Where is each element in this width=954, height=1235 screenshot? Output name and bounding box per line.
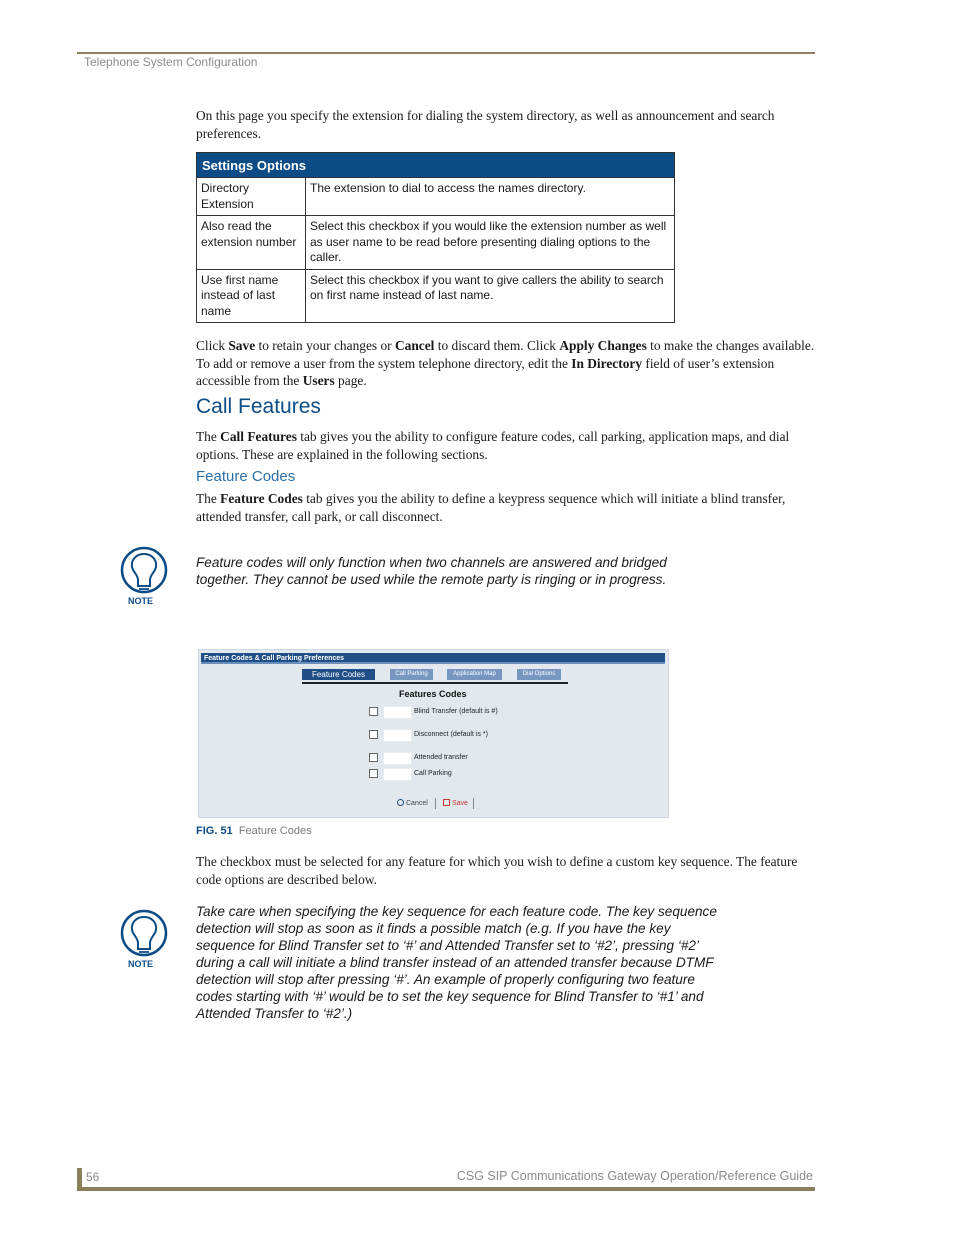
text: Click bbox=[196, 338, 229, 353]
checkbox-paragraph: The checkbox must be selected for any feature for which you wish to define a custom key sequence. The feature code options are described below. bbox=[196, 854, 798, 887]
cancel-button[interactable] bbox=[397, 798, 428, 809]
button-divider bbox=[435, 798, 436, 809]
figure-caption-text: Feature Codes bbox=[238, 825, 312, 837]
header-rule bbox=[77, 52, 815, 54]
note-text: Take care when specifying the key sequence for each feature code. The key sequence detection will stop as soon as it finds a possible match (e.g. If you have the key sequence for Blind Transfer set to ‘#’ and Attended Transfer set to ‘#2’, pressing ‘#2’ during a call will initiate a blind transfer instead of an attended transfer because DTMF detection will stop after pressing ‘#’. An example of properly configuring two feature codes starting with ‘#’ would be to set the key sequence for Blind Transfer to ‘#1’ and Attended Transfer to ‘#2’.) bbox=[196, 904, 717, 1021]
setting-description: Select this checkbox if you want to give callers the ability to search on first name instead of last name. bbox=[306, 269, 675, 323]
tab-feature-codes[interactable]: Feature Codes bbox=[302, 669, 375, 680]
call-parking-label: Call Parking bbox=[414, 770, 452, 777]
users-term: Users bbox=[302, 373, 335, 388]
call-parking-checkbox[interactable] bbox=[369, 769, 378, 778]
cancel-term: Cancel bbox=[394, 338, 435, 353]
tab-call-parking[interactable]: Call Parking bbox=[390, 669, 433, 680]
blind-transfer-label: Blind Transfer (default is #) bbox=[414, 708, 498, 715]
save-instructions-paragraph bbox=[196, 337, 816, 390]
intro-paragraph: On this page you specify the extension for dialing the system directory, as well as announcement and search preferences. bbox=[196, 108, 775, 141]
cancel-label: Cancel bbox=[406, 800, 428, 807]
setting-description: Select this checkbox if you would like the extension number as well as user name to be read before presenting dialing options to the caller. bbox=[306, 216, 675, 270]
blind-transfer-checkbox[interactable] bbox=[369, 707, 378, 716]
cancel-icon bbox=[397, 799, 404, 806]
attended-transfer-label: Attended transfer bbox=[414, 754, 468, 761]
text: to make the changes available. To add or remove a user from the system telephone directory, edit the bbox=[196, 338, 815, 371]
setting-name: Also read the extension number bbox=[197, 216, 306, 270]
text: to discard them. Click bbox=[434, 338, 560, 353]
features-codes-heading: Features Codes bbox=[399, 689, 467, 699]
attended-transfer-input[interactable] bbox=[383, 752, 412, 765]
feature-codes-screenshot bbox=[198, 649, 669, 818]
tab-dial-options[interactable]: Dial Options bbox=[517, 669, 561, 680]
note-label: NOTE bbox=[128, 959, 154, 969]
table-row bbox=[197, 216, 675, 270]
setting-name: Use first name instead of last name bbox=[197, 269, 306, 323]
in-directory-term: In Directory bbox=[571, 355, 643, 371]
disconnect-input[interactable] bbox=[383, 729, 412, 742]
feature-codes-paragraph bbox=[196, 490, 816, 525]
save-button[interactable] bbox=[443, 798, 468, 809]
text: The bbox=[196, 429, 221, 444]
save-label: Save bbox=[452, 800, 468, 807]
setting-description: The extension to dial to access the names directory. bbox=[306, 178, 675, 216]
disconnect-checkbox[interactable] bbox=[369, 730, 378, 739]
call-features-term: Call Features bbox=[220, 429, 297, 444]
note-text: Feature codes will only function when two channels are answered and bridged together. They cannot be used while the remote party is ringing or in progress. bbox=[196, 555, 667, 587]
figure-number: FIG. 51 bbox=[196, 825, 233, 837]
save-icon bbox=[443, 799, 450, 806]
text: field of user’s extension accessible from the bbox=[196, 355, 775, 388]
running-header: Telephone System Configuration bbox=[84, 55, 258, 69]
call-features-paragraph bbox=[196, 428, 816, 463]
text: The bbox=[196, 491, 221, 506]
disconnect-label: Disconnect (default is *) bbox=[414, 731, 488, 738]
document-title: CSG SIP Communications Gateway Operation/Reference Guide bbox=[456, 1169, 813, 1183]
save-term: Save bbox=[228, 338, 256, 353]
attended-transfer-checkbox[interactable] bbox=[369, 753, 378, 762]
footer-rule bbox=[77, 1187, 815, 1191]
figure-caption bbox=[196, 825, 312, 837]
text: to retain your changes or bbox=[255, 338, 395, 353]
call-parking-input[interactable] bbox=[383, 768, 412, 781]
window-title: Feature Codes & Call Parking Preferences bbox=[201, 653, 665, 664]
apply-changes-term: Apply Changes bbox=[559, 338, 647, 353]
table-row bbox=[197, 269, 675, 323]
text: page. bbox=[334, 373, 367, 388]
settings-table-title: Settings Options bbox=[197, 153, 675, 178]
button-divider bbox=[473, 798, 474, 809]
page-number: 56 bbox=[86, 1170, 100, 1184]
settings-options-table bbox=[196, 152, 675, 323]
tab-bar bbox=[302, 669, 568, 684]
feature-codes-heading: Feature Codes bbox=[196, 468, 296, 485]
feature-codes-term: Feature Codes bbox=[220, 491, 303, 506]
table-row bbox=[197, 178, 675, 216]
setting-name: Directory Extension bbox=[197, 178, 306, 216]
call-features-heading: Call Features bbox=[196, 395, 321, 418]
note-label: NOTE bbox=[128, 596, 154, 606]
blind-transfer-input[interactable] bbox=[383, 706, 412, 719]
tab-application-map[interactable]: Application Map bbox=[447, 669, 502, 680]
text: tab gives you the ability to define a keypress sequence which will initiate a blind transfer, attended transfer, call park, or call disconnect. bbox=[196, 491, 786, 524]
text: tab gives you the ability to configure feature codes, call parking, application maps, and dial options. These are explained in the following sections. bbox=[196, 429, 790, 462]
